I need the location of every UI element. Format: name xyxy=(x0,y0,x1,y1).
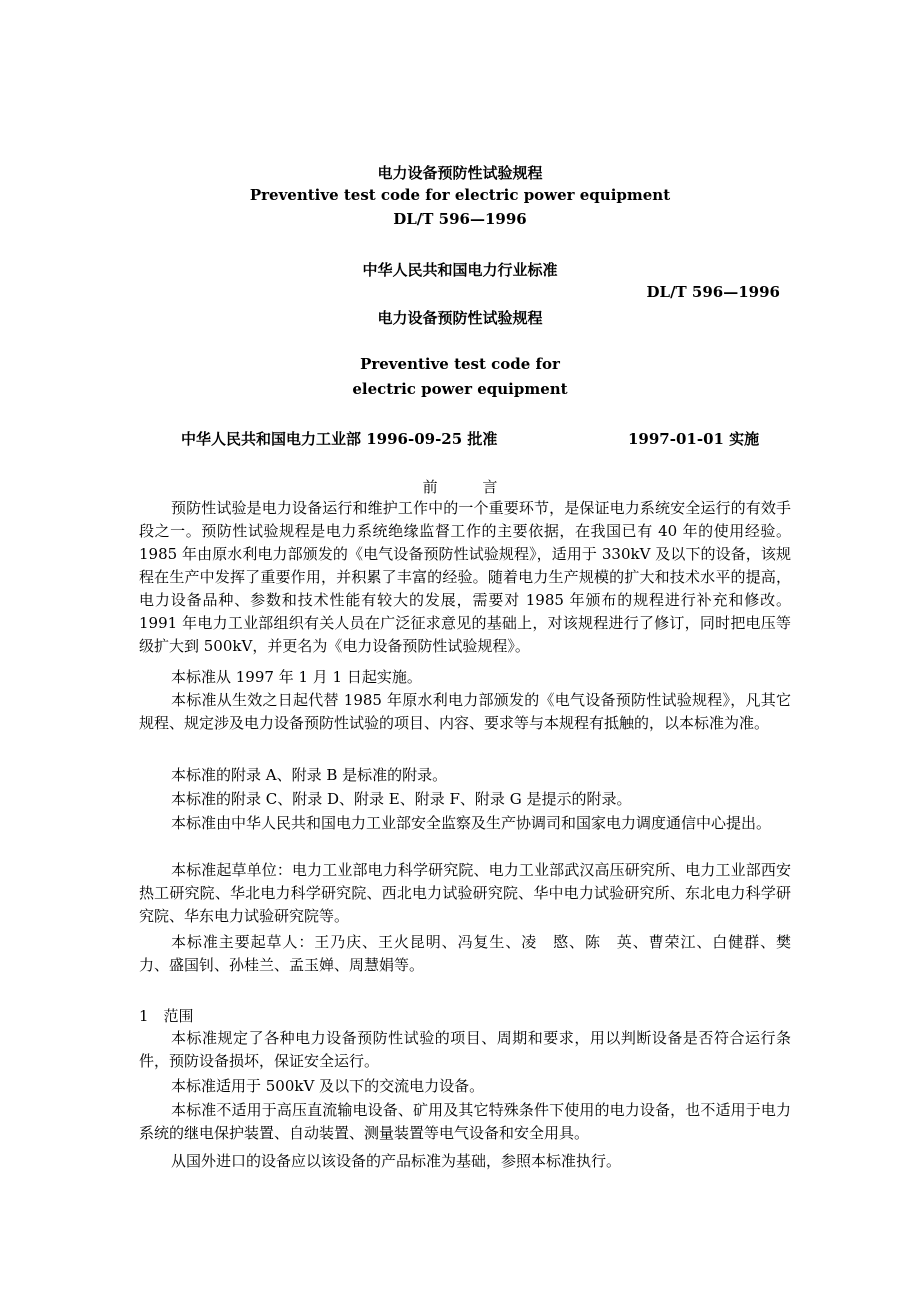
cover-title-en-line2: electric power equipment xyxy=(352,380,568,398)
header-code: DL/T 596—1996 xyxy=(393,210,527,228)
section-paragraph: 本标准适用于 500kV 及以下的交流电力设备。 xyxy=(171,1077,485,1095)
section-paragraph: 本标准不适用于高压直流输电设备、矿用及其它特殊条件下使用的电力设备，也不适用于电力系统的继电保护装置、自动装置、测量装置等电气设备和安全用具。 xyxy=(139,1101,791,1142)
industry-standard: 中华人民共和国电力行业标准 xyxy=(362,261,558,279)
foreword-paragraph: 本标准从生效之日起代替 1985 年原水利电力部颁发的《电气设备预防性试验规程》，凡其它规程、规定涉及电力设备预防性试验的项目、内容、要求等与本规程有抵触的，以本标准为准。 xyxy=(139,691,791,732)
approval-line: 中华人民共和国电力工业部 1996-09-25 批准 xyxy=(181,430,498,448)
cover-title-cn: 电力设备预防性试验规程 xyxy=(377,309,543,327)
cover-title-en-line1: Preventive test code for xyxy=(360,355,560,373)
foreword-paragraph: 本标准主要起草人：王乃庆、王火昆明、冯复生、凌 愍、陈 英、曹荣江、白健群、樊 力、盛国钊、孙桂兰、孟玉婵、周慧娟等。 xyxy=(139,933,807,974)
foreword-heading: 前 言 xyxy=(422,478,498,496)
effective-date: 1997-01-01 实施 xyxy=(628,430,760,448)
header-title-cn: 电力设备预防性试验规程 xyxy=(377,164,543,182)
section-1-heading: 1 范围 xyxy=(139,1007,194,1025)
foreword-paragraph: 本标准起草单位：电力工业部电力科学研究院、电力工业部武汉高压研究所、电力工业部西安热工研究院、华北电力科学研究院、西北电力试验研究院、华中电力试验研究所、东北电力科学研究院、华东电力试验研究院等。 xyxy=(139,861,791,925)
foreword-paragraph: 本标准的附录 A、附录 B 是标准的附录。 xyxy=(171,766,448,784)
foreword-paragraph: 预防性试验是电力设备运行和维护工作中的一个重要环节，是保证电力系统安全运行的有效手段之一。预防性试验规程是电力系统绝缘监督工作的主要依据，在我国已有 40 年的使用经验。1985 年由原水利电力部颁发的《电气设备预防性试验规程》，适用于 330kV 及以下的设备，该规程在生产中发挥了重要作用，并积累了丰富的经验。随着电力生产规模的扩大和技术水平的提高，电力设备品种、参数和技术性能有较大的发展，需要对 1985 年颁布的规程进行补充和修改。1991 年电力工业部组织有关人员在广泛征求意见的基础上，对该规程进行了修订，同时把电压等级扩大到 500kV，并更名为《电力设备预防性试验规程》。 xyxy=(139,499,791,655)
header-title-en: Preventive test code for electric power equipment xyxy=(249,186,671,204)
section-paragraph: 本标准规定了各种电力设备预防性试验的项目、周期和要求，用以判断设备是否符合运行条件，预防设备损坏，保证安全运行。 xyxy=(139,1029,791,1070)
section-paragraph: 从国外进口的设备应以该设备的产品标准为基础，参照本标准执行。 xyxy=(171,1152,622,1170)
foreword-paragraph: 本标准由中华人民共和国电力工业部安全监察及生产协调司和国家电力调度通信中心提出。 xyxy=(171,814,772,832)
standard-code-right: DL/T 596—1996 xyxy=(646,283,780,301)
foreword-paragraph: 本标准的附录 C、附录 D、附录 E、附录 F、附录 G 是提示的附录。 xyxy=(171,790,632,808)
foreword-paragraph: 本标准从 1997 年 1 月 1 日起实施。 xyxy=(171,668,422,686)
